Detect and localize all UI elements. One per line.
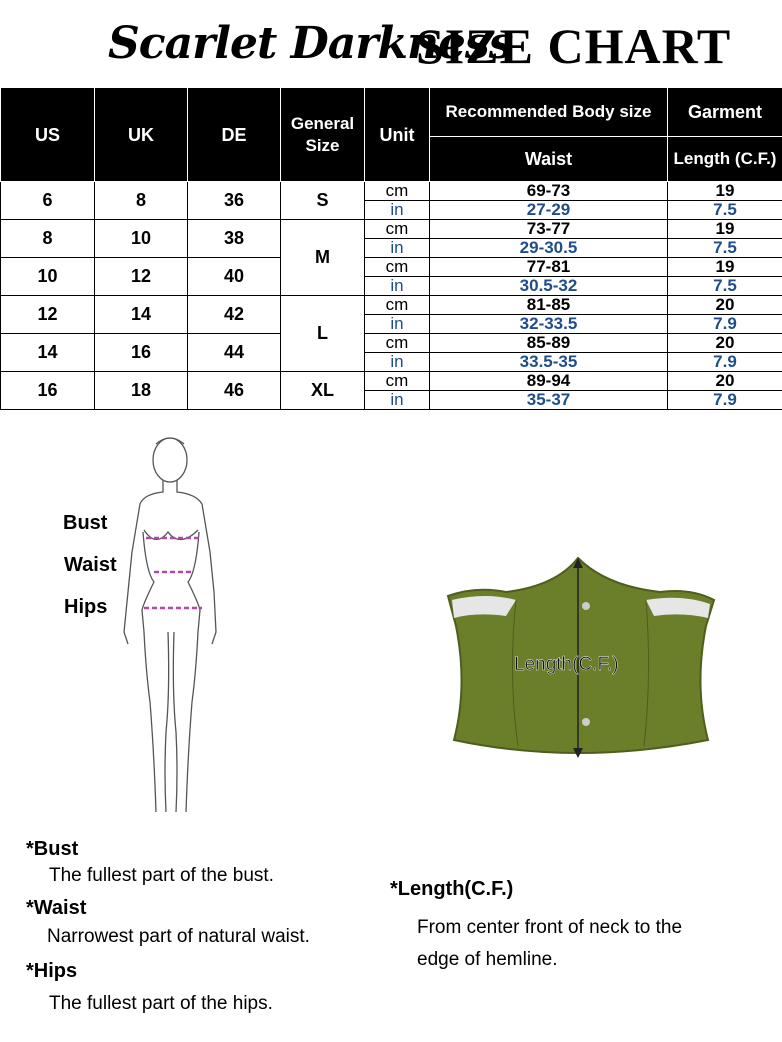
cell-unit-in: in	[365, 239, 430, 258]
cell-de: 42	[188, 296, 281, 334]
cell-us: 6	[1, 182, 95, 220]
cell-waist-cm: 69-73	[430, 182, 668, 201]
cell-unit-cm: cm	[365, 372, 430, 391]
cell-uk: 14	[95, 296, 188, 334]
cell-unit-cm: cm	[365, 258, 430, 277]
cell-unit-cm: cm	[365, 182, 430, 201]
def-hips-heading: *Hips	[26, 960, 78, 982]
cell-uk: 8	[95, 182, 188, 220]
header-unit: Unit	[365, 88, 430, 182]
cell-uk: 10	[95, 220, 188, 258]
length-cf-label: Length(C.F.)	[514, 654, 619, 675]
def-bust-text: The fullest part of the bust.	[49, 865, 274, 886]
cell-waist-in: 32-33.5	[430, 315, 668, 334]
cell-general-size: M	[281, 220, 365, 296]
header-waist: Waist	[430, 137, 668, 182]
cell-waist-in: 29-30.5	[430, 239, 668, 258]
header-garment: Garment	[668, 88, 782, 137]
def-length-heading: *Length(C.F.)	[390, 878, 514, 900]
cell-general-size: XL	[281, 372, 365, 410]
cell-unit-cm: cm	[365, 334, 430, 353]
cell-length-in: 7.9	[668, 353, 782, 372]
cell-unit-in: in	[365, 277, 430, 296]
waist-label: Waist	[64, 554, 117, 576]
def-waist-text: Narrowest part of natural waist.	[47, 926, 310, 947]
cell-length-cm: 19	[668, 258, 782, 277]
cell-de: 38	[188, 220, 281, 258]
cell-waist-cm: 81-85	[430, 296, 668, 315]
header-recommended: Recommended Body size	[430, 88, 668, 137]
size-chart-table	[0, 87, 782, 410]
cell-unit-cm: cm	[365, 220, 430, 239]
cell-de: 46	[188, 372, 281, 410]
bust-label: Bust	[63, 512, 108, 534]
cell-waist-cm: 89-94	[430, 372, 668, 391]
cell-unit-in: in	[365, 315, 430, 334]
cell-length-in: 7.5	[668, 201, 782, 220]
header	[0, 0, 782, 86]
header-general-size: General Size	[281, 88, 365, 182]
cell-waist-in: 33.5-35	[430, 353, 668, 372]
cell-waist-cm: 73-77	[430, 220, 668, 239]
cell-unit-in: in	[365, 201, 430, 220]
brand-logo: Scarlet Darkness	[108, 18, 513, 69]
cell-general-size: S	[281, 182, 365, 220]
cell-unit-in: in	[365, 353, 430, 372]
cell-de: 36	[188, 182, 281, 220]
cell-length-in: 7.9	[668, 391, 782, 410]
cell-unit-in: in	[365, 391, 430, 410]
cell-length-cm: 20	[668, 296, 782, 315]
def-waist-heading: *Waist	[26, 897, 87, 919]
cell-unit-cm: cm	[365, 296, 430, 315]
header-length: Length (C.F.)	[668, 137, 782, 182]
cell-waist-cm: 77-81	[430, 258, 668, 277]
header-uk: UK	[95, 88, 188, 182]
hips-label: Hips	[64, 596, 108, 618]
cell-length-in: 7.5	[668, 277, 782, 296]
cell-length-cm: 19	[668, 182, 782, 201]
cell-waist-cm: 85-89	[430, 334, 668, 353]
cell-length-in: 7.9	[668, 315, 782, 334]
cell-de: 40	[188, 258, 281, 296]
def-length-text-1: From center front of neck to the	[417, 917, 683, 938]
cell-waist-in: 30.5-32	[430, 277, 668, 296]
cell-de: 44	[188, 334, 281, 372]
cell-length-cm: 20	[668, 334, 782, 353]
cell-uk: 18	[95, 372, 188, 410]
cell-length-cm: 19	[668, 220, 782, 239]
cell-uk: 12	[95, 258, 188, 296]
cell-us: 14	[1, 334, 95, 372]
cell-waist-in: 27-29	[430, 201, 668, 220]
cell-us: 10	[1, 258, 95, 296]
cell-us: 8	[1, 220, 95, 258]
header-us: US	[1, 88, 95, 182]
def-bust-heading: *Bust	[26, 838, 79, 860]
def-hips-text: The fullest part of the hips.	[49, 993, 273, 1014]
cell-length-cm: 20	[668, 372, 782, 391]
header-de: DE	[188, 88, 281, 182]
cell-us: 16	[1, 372, 95, 410]
cell-uk: 16	[95, 334, 188, 372]
cell-us: 12	[1, 296, 95, 334]
body-figure-illustration	[110, 432, 250, 822]
cell-length-in: 7.5	[668, 239, 782, 258]
page-title: SIZE CHART	[416, 18, 732, 74]
cell-general-size: L	[281, 296, 365, 372]
def-length-text-2: edge of hemline.	[417, 949, 558, 970]
cell-waist-in: 35-37	[430, 391, 668, 410]
